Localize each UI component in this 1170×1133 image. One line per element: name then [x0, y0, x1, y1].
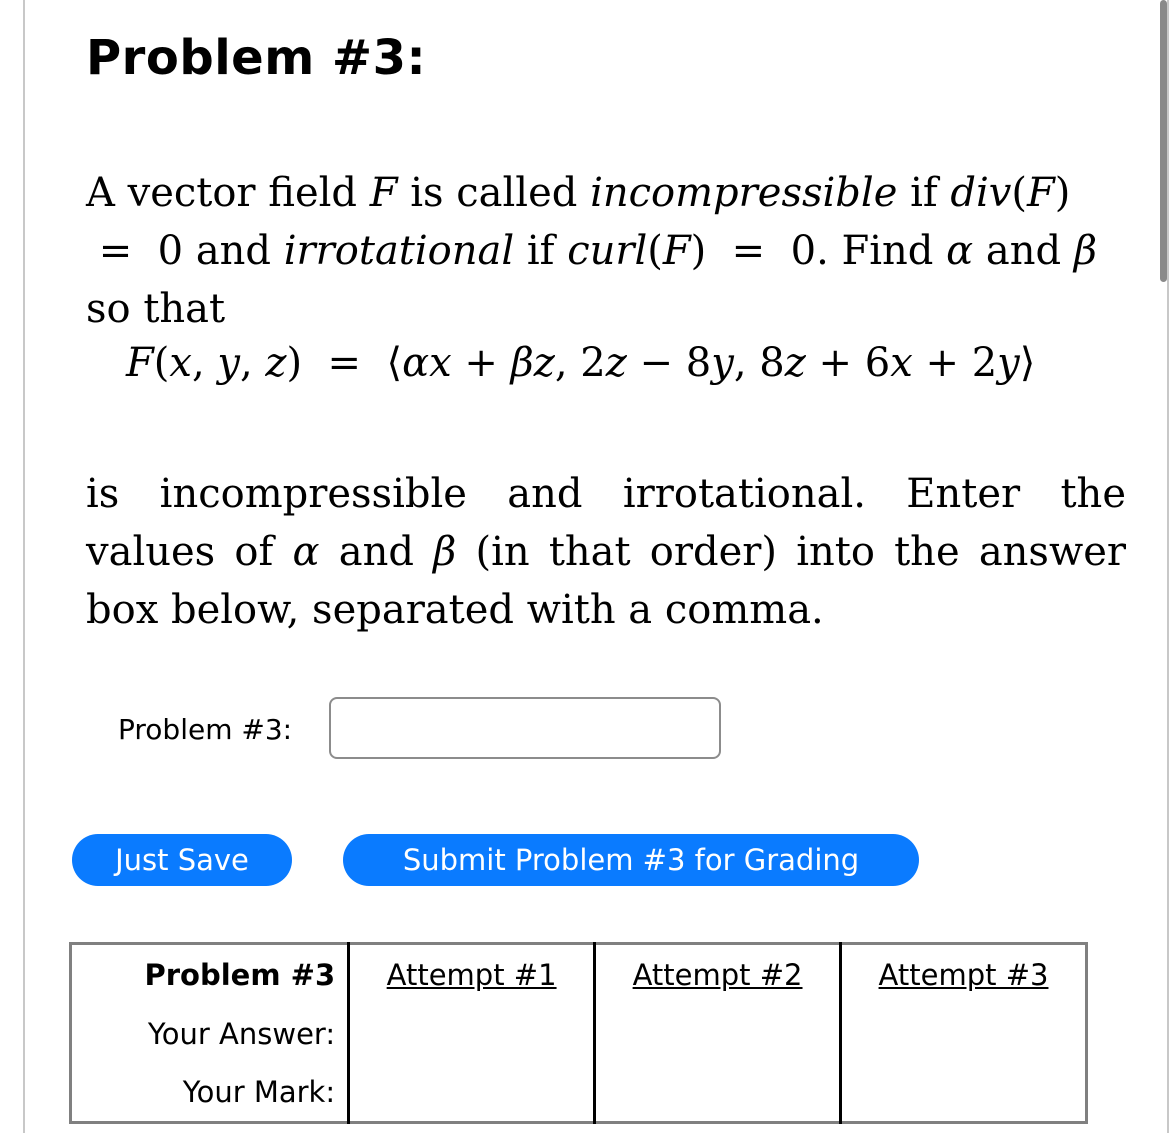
right-border [1167, 0, 1169, 1133]
attempt-2-link[interactable]: Attempt #2 [632, 958, 803, 992]
attempt-1-mark [349, 1063, 595, 1123]
attempt-2-mark [595, 1063, 841, 1123]
left-border [23, 0, 25, 1133]
attempt-3-link[interactable]: Attempt #3 [878, 958, 1049, 992]
attempt-1-answer [349, 1005, 595, 1063]
attempt-1-link[interactable]: Attempt #1 [386, 958, 557, 992]
attempt-3-answer [841, 1005, 1087, 1063]
problem-statement-intro: A vector field F is called incompressible if div(F) = 0 and irrotational if curl(F) = 0. Find α and β so that [86, 170, 1097, 332]
table-problem-header: Problem #3 [144, 958, 336, 992]
your-answer-label: Your Answer: [147, 1017, 336, 1051]
just-save-button[interactable]: Just Save [72, 834, 292, 886]
vector-field-formula: F(x, y, z) = ⟨αx + βz, 2z − 8y, 8z + 6x + 2y⟩ [126, 340, 1036, 386]
submit-for-grading-button[interactable]: Submit Problem #3 for Grading [343, 834, 919, 886]
attempt-2-answer [595, 1005, 841, 1063]
table-header-row [71, 944, 1087, 1006]
attempt-3-mark [841, 1063, 1087, 1123]
scrollbar-thumb[interactable] [1160, 0, 1167, 282]
your-mark-row [71, 1063, 1087, 1123]
attempt-2-cell [595, 944, 841, 1006]
attempt-3-cell [841, 944, 1087, 1006]
answer-input[interactable] [329, 697, 721, 759]
your-answer-row [71, 1005, 1087, 1063]
answer-label: Problem #3: [118, 713, 293, 746]
problem-title: Problem #3: [86, 30, 427, 86]
problem-statement-instructions: is incompressible and irrotational. Enter the values of α and β (in that order) into the answer box below, separated with a comma. [86, 471, 1126, 633]
attempt-1-cell [349, 944, 595, 1006]
attempts-table [69, 942, 1088, 1124]
your-mark-label: Your Mark: [182, 1075, 336, 1109]
